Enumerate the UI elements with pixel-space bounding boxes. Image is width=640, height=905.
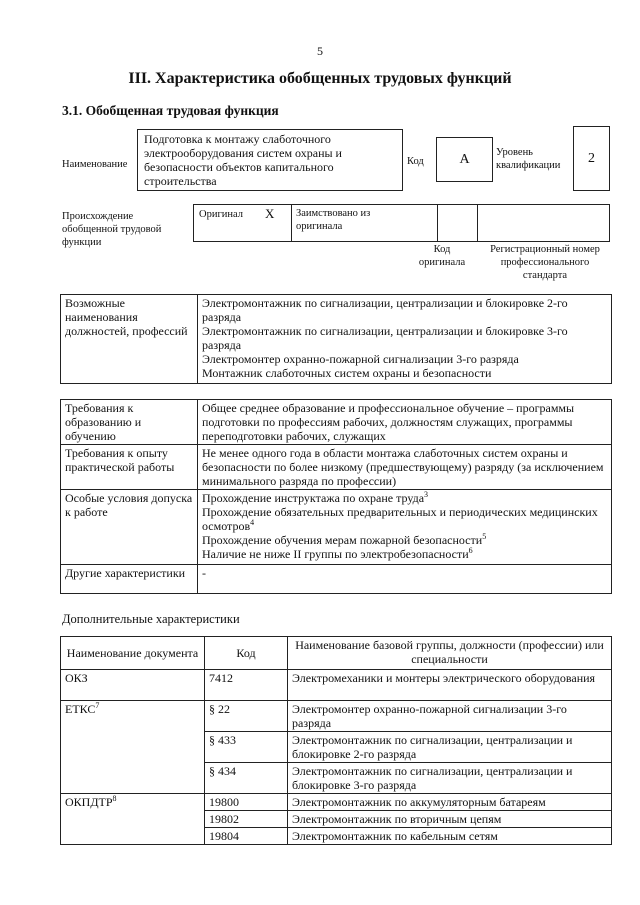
name-value-box (137, 129, 403, 191)
requirements-table (60, 399, 612, 594)
code-value-box (436, 137, 493, 182)
special-item: Прохождение инструктажа по охране труда$^3$ (202, 490, 429, 505)
original-label: Оригинал (199, 209, 243, 220)
code-cell: 19802 (205, 811, 288, 828)
col-code-header: Код (205, 637, 288, 670)
education-value: Общее среднее образование и профессиональное обучение – программы подготовки по профессиям рабочих, должностям служащих, программы переподготовки рабочих, служащих (198, 400, 612, 445)
special-list (198, 490, 612, 565)
original-mark: X (265, 206, 275, 221)
level-label: Уровень квалификации (496, 147, 561, 171)
other-label: Другие характеристики (61, 565, 198, 594)
origin-table (193, 204, 610, 242)
name-label: Наименование (62, 159, 128, 170)
position-item: Электромонтер охранно-пожарной сигнализации 3-го разряда (202, 352, 519, 366)
name-value: Подготовка к монтажу слаботочного электрооборудования систем охраны и безопасности объектов капитального строительства (144, 132, 342, 188)
code-cell: § 433 (205, 732, 288, 763)
code-cell: 19804 (205, 828, 288, 845)
name-cell: Электромонтажник по сигнализации, централизации и блокировке 3-го разряда (288, 763, 612, 794)
position-item: Электромонтажник по сигнализации, централизации и блокировке 3-го разряда (202, 324, 568, 352)
reg-number-label: Регистрационный номер профессионального стандарта (490, 244, 600, 281)
code-cell: 19800 (205, 794, 288, 811)
section-title: III. Характеристика обобщенных трудовых функций (128, 70, 512, 87)
name-cell: Электромонтажник по кабельным сетям (288, 828, 612, 845)
code-cell: § 22 (205, 701, 288, 732)
experience-label: Требования к опыту практической работы (61, 445, 198, 490)
name-cell: Электромонтажник по сигнализации, централизации и блокировке 2-го разряда (288, 732, 612, 763)
doc-cell: ОКПДТР$^8$ (61, 794, 205, 845)
position-item: Монтажник слаботочных систем охраны и безопасности (202, 366, 492, 380)
code-value: A (459, 152, 470, 167)
col-doc-header: Наименование документа (61, 637, 205, 670)
page-number: 5 (317, 44, 323, 58)
code-label: Код (407, 156, 424, 167)
col-name-header: Наименование базовой группы, должности (профессии) или специальности (288, 637, 612, 670)
level-value: 2 (588, 151, 595, 166)
subsection-title: 3.1. Обобщенная трудовая функция (62, 103, 279, 118)
positions-table (60, 294, 612, 384)
positions-list (198, 295, 612, 384)
education-label: Требования к образованию и обучению (61, 400, 198, 445)
position-item: Электромонтажник по сигнализации, централизации и блокировке 2-го разряда (202, 296, 568, 324)
level-value-box (573, 126, 610, 191)
code-cell: 7412 (205, 670, 288, 701)
other-value: - (198, 565, 612, 594)
name-cell: Электромонтажник по аккумуляторным батареям (288, 794, 612, 811)
origin-label: Происхождение обобщенной трудовой функции (62, 211, 162, 248)
name-cell: Электромонтер охранно-пожарной сигнализации 3-го разряда (288, 701, 612, 732)
special-item: Прохождение обучения мерам пожарной безопасности$^5$ (202, 532, 487, 547)
positions-label: Возможные наименования должностей, профессий (61, 295, 198, 384)
name-cell: Электромеханики и монтеры электрического оборудования (288, 670, 612, 701)
doc-cell: ОКЗ (61, 670, 205, 701)
additional-title: Дополнительные характеристики (62, 612, 240, 626)
name-cell: Электромонтажник по вторичным цепям (288, 811, 612, 828)
special-item: Наличие не ниже II группы по электробезопасности$^6$ (202, 546, 473, 561)
code-cell: § 434 (205, 763, 288, 794)
special-item: Прохождение обязательных предварительных и периодических медицинских осмотров$^4$ (202, 505, 598, 533)
borrowed-label: Заимствовано из оригинала (296, 208, 371, 232)
additional-table (60, 636, 612, 845)
code-original-label: Код оригинала (418, 244, 466, 268)
doc-cell: ЕТКС$^7$ (61, 701, 205, 794)
special-label: Особые условия допуска к работе (61, 490, 198, 565)
experience-value: Не менее одного года в области монтажа слаботочных систем охраны и безопасности по более низкому (предшествующему) разряду (за исключением минимального разряда по профессии) (198, 445, 612, 490)
